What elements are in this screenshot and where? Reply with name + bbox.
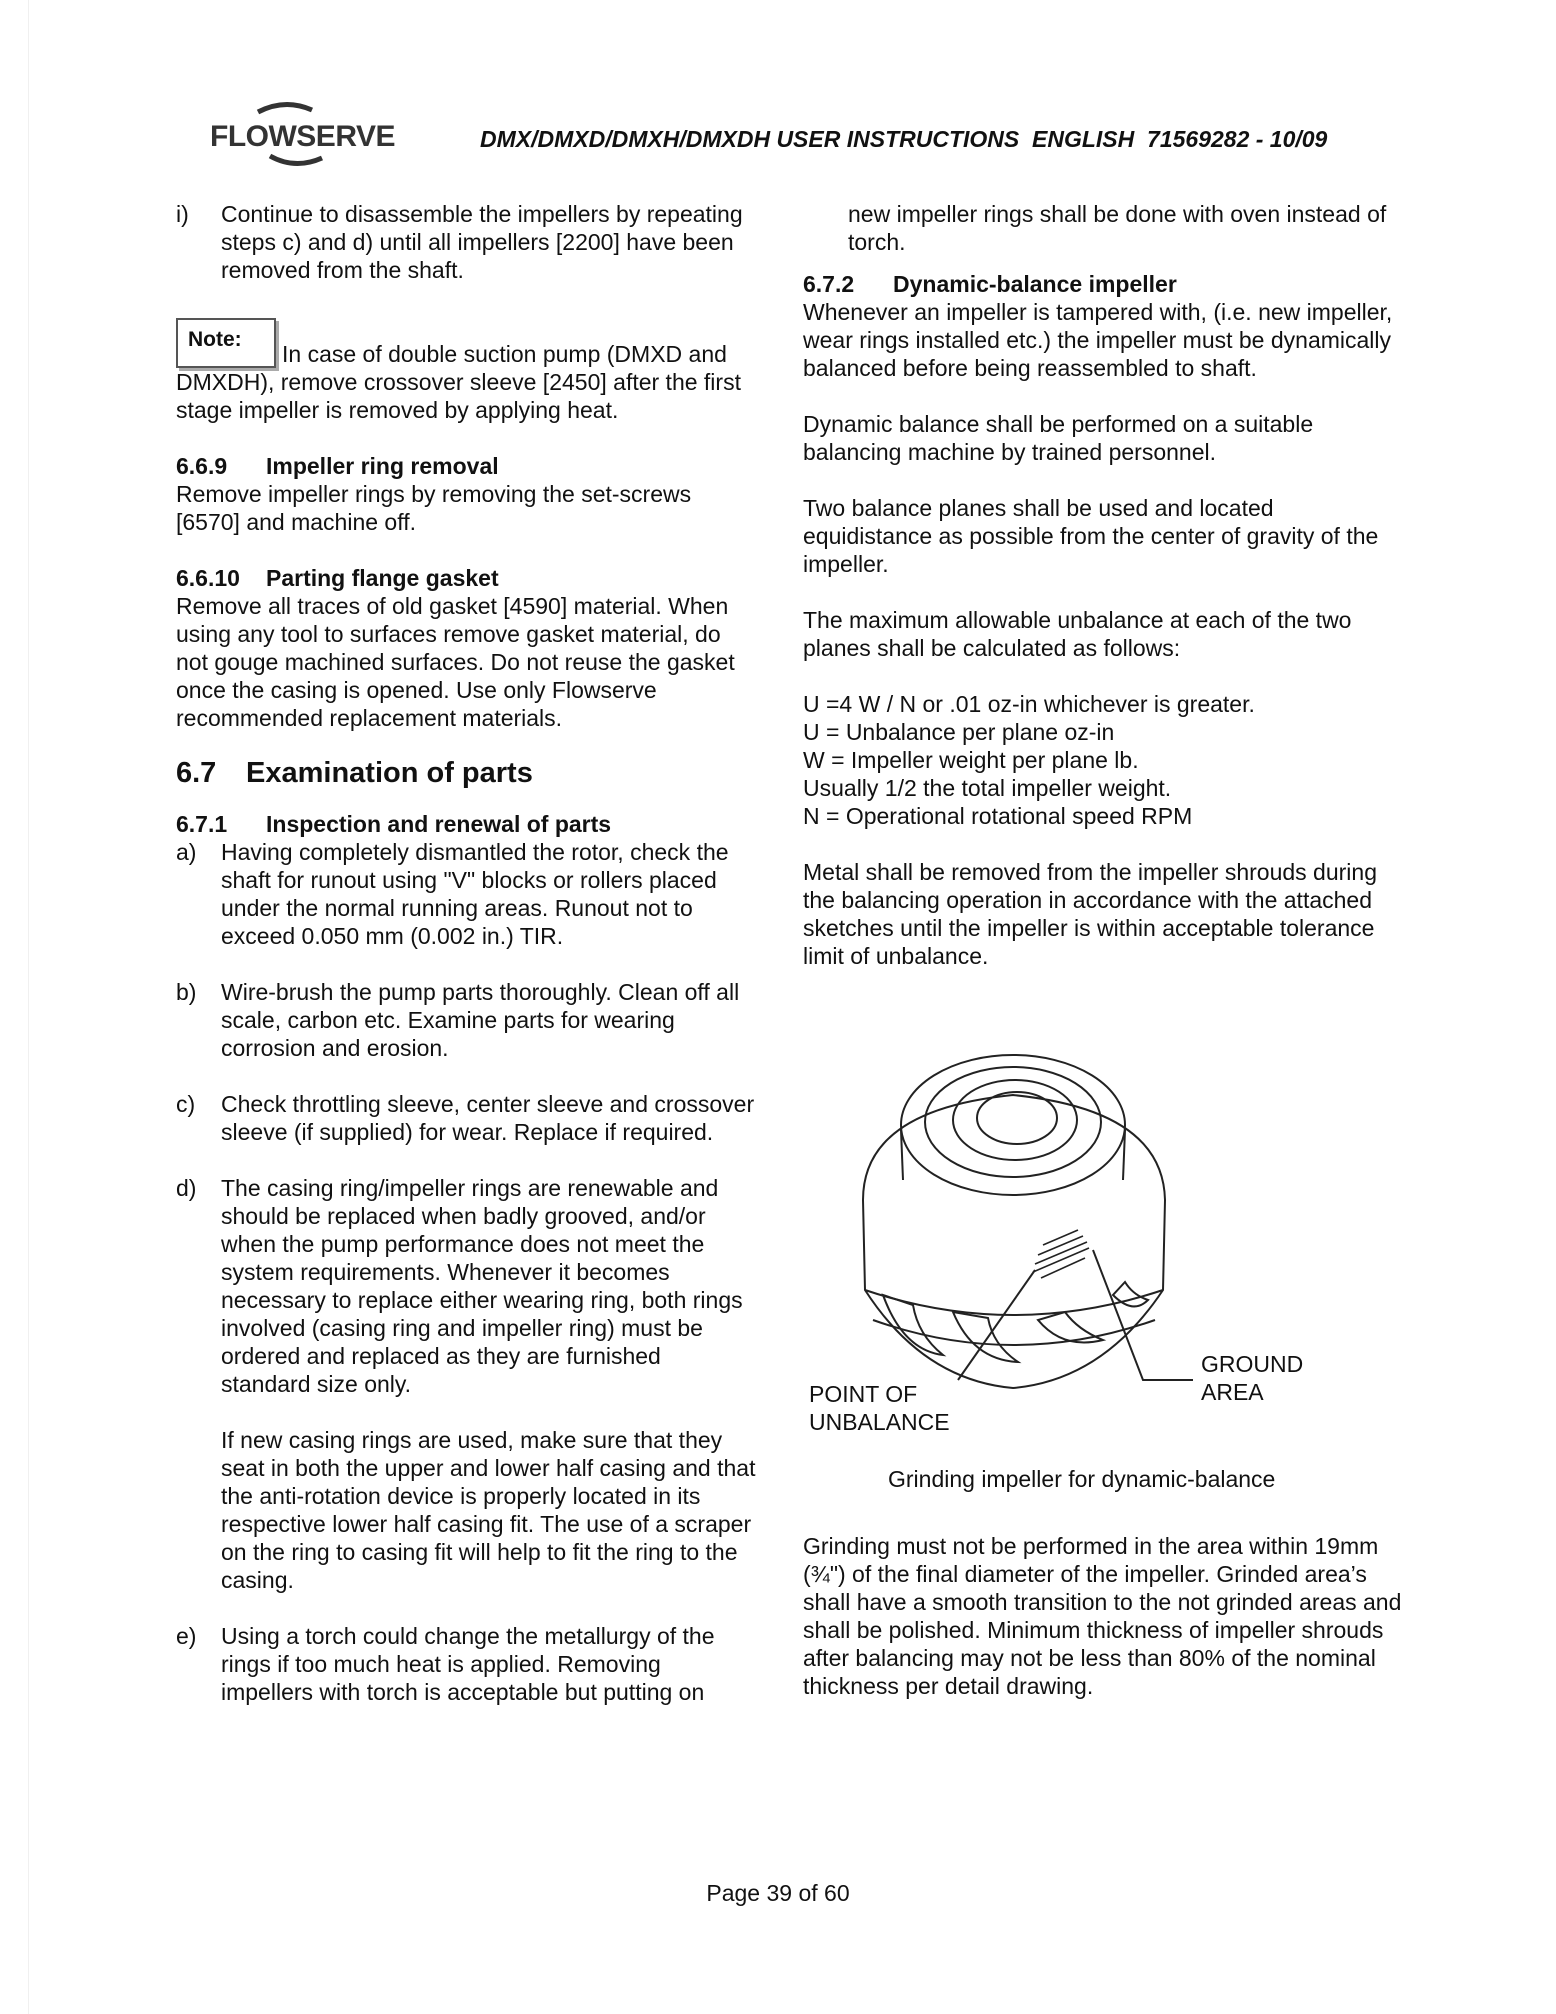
paragraph-2: Two balance planes shall be used and located equidistance as possible from the center of gravity of the impeller. (803, 495, 1379, 577)
list-text: Continue to disassemble the impellers by repeating steps c) and d) until all impellers [2200] have been removed from the shaft. (221, 201, 743, 283)
section-text: Whenever an impeller is tampered with, (i.e. new impeller, wear rings installed etc.) the impeller must be dynamically balanced before being reassembled to shaft. (803, 299, 1393, 381)
note-icon (176, 318, 276, 368)
page-edge (28, 0, 29, 2014)
figure-caption: Grinding impeller for dynamic-balance (888, 1466, 1276, 1492)
list-item-a: a) Having completely dismantled the rotor, check the shaft for runout using "V" blocks or rollers placed under the normal running areas. Runout not to exceed 0.050 mm (0.002 in.) TIR. (176, 839, 729, 949)
section-text: Remove all traces of old gasket [4590] material. When using any tool to surfaces remove gasket material, do not gouge machined surfaces. Do not reuse the gasket once the casing is opened. Use only Flowserve recommended replacement materials. (176, 593, 735, 731)
page-number: Page 39 of 60 (706, 1880, 850, 1906)
formula-block (803, 690, 1403, 830)
list-item-b: b) Wire-brush the pump parts thoroughly. Clean off all scale, carbon etc. Examine parts for wearing corrosion and erosion. (176, 979, 740, 1061)
paragraph-4: Metal shall be removed from the impeller shrouds during the balancing operation in accordance with the attached sketches until the impeller is within acceptable tolerance limit of unbalance. (803, 859, 1377, 969)
right-column-lower (803, 1532, 1403, 1700)
list-label: i) (176, 201, 189, 227)
section-heading-6-6-10: 6.6.10 Parting flange gasket (176, 565, 499, 591)
list-item-d: d) The casing ring/impeller rings are renewable and should be replaced when badly grooved, and/or when the pump performance does not meet the system requirements. Whenever it becomes necessary to replace either wearing ring, both rings involved (casing ring and impeller ring) must be ordered and replaced as they are furnished standard size only. If new casing rings are used, make sure that they seat in both the upper and lower half casing and that the anti-rotation device is properly located in its respective lower half casing fit. The use of a scraper on the ring to casing fit will help to fit the ring to the casing. (176, 1175, 756, 1593)
formula-line: U = Unbalance per plane oz-in (803, 719, 1115, 745)
section-heading-6-7: 6.7 Examination of parts (176, 757, 533, 789)
section-text: Remove impeller rings by removing the set-screws [6570] and machine off. (176, 481, 692, 535)
continuation-text: new impeller rings shall be done with oven instead of torch. (848, 201, 1387, 255)
list-item-c: c) Check throttling sleeve, center sleeve and crossover sleeve (if supplied) for wear. Replace if required. (176, 1091, 755, 1145)
left-column (176, 200, 756, 1706)
paragraph-5: Grinding must not be performed in the area within 19mm (¾") of the final diameter of the impeller. Grinded area’s shall have a smooth transition to the not grinded areas and shall be polished. Minimum thickness of impeller shrouds after balancing may not be less than 80% of the nominal thickness per detail drawing. (803, 1533, 1402, 1699)
section-heading-6-7-1: 6.7.1 Inspection and renewal of parts (176, 811, 612, 837)
label-point-of-unbalance: POINT OF UNBALANCE (809, 1381, 950, 1435)
document-header-title: DMX/DMXD/DMXH/DMXDH USER INSTRUCTIONS ENGLISH 71569282 - 10/09 (480, 126, 1328, 152)
label-ground-area: GROUND AREA (1201, 1351, 1304, 1405)
formula-line: W = Impeller weight per plane lb. (803, 747, 1139, 773)
paragraph-3: The maximum allowable unbalance at each of the two planes shall be calculated as follows: (803, 607, 1352, 661)
right-column (803, 200, 1403, 970)
formula-line: N = Operational rotational speed RPM (803, 803, 1193, 829)
list-text-continued: If new casing rings are used, make sure that they seat in both the upper and lower half casing and that the anti-rotation device is properly located in its respective lower half casing fit. The use of a scraper on the ring to casing fit will help to fit the ring to the casing. (221, 1427, 756, 1593)
logo-text: FLOWSERVE (210, 120, 395, 153)
paragraph-1: Dynamic balance shall be performed on a suitable balancing machine by trained personnel. (803, 411, 1314, 465)
note-block (176, 318, 756, 424)
note-text: In case of double suction pump (DMXD and DMXDH), remove crossover sleeve [2450] after the first stage impeller is removed by applying heat. (176, 341, 741, 423)
flowserve-logo (210, 98, 395, 176)
impeller-figure (803, 1050, 1363, 1450)
section-heading-6-7-2: 6.7.2 Dynamic-balance impeller (803, 271, 1177, 297)
formula-line: U =4 W / N or .01 oz-in whichever is greater. (803, 691, 1255, 717)
formula-line: Usually 1/2 the total impeller weight. (803, 775, 1172, 801)
note-label: Note: (188, 328, 242, 351)
section-heading-6-6-9: 6.6.9 Impeller ring removal (176, 453, 499, 479)
list-item-i (176, 200, 756, 284)
list-item-e: e) Using a torch could change the metallurgy of the rings if too much heat is applied. Removing impellers with torch is acceptable but putting on (176, 1623, 715, 1705)
